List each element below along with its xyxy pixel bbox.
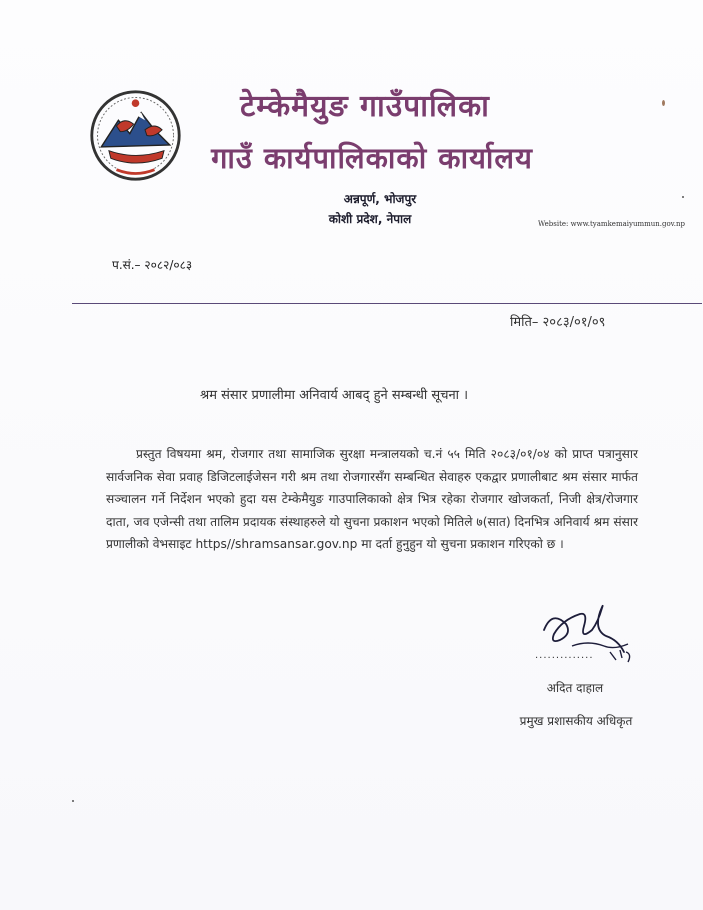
website-text: Website: www.tyamkemaiyummun.gov.np <box>538 220 686 228</box>
paper-speck <box>662 100 665 106</box>
signer-title: प्रमुख प्रशासकीय अधिकृत <box>519 714 633 728</box>
paper-speck <box>72 800 74 802</box>
paper-speck <box>682 196 684 198</box>
reference-number: प.सं.– २०८२/०८३ <box>112 258 193 272</box>
address-line-1: अन्नपूर्ण, भोजपुर <box>343 192 417 206</box>
signature-line: .............. <box>535 650 594 661</box>
notice-subject: श्रम संसार प्रणालीमा अनिवार्य आबद् हुने सम्बन्धी सूचना । <box>200 388 469 403</box>
signer-name: अदित दाहाल <box>546 681 604 695</box>
org-subtitle: गाउँ कार्यपालिकाको कार्यालय <box>211 141 533 175</box>
nepal-emblem-icon <box>88 88 183 183</box>
header-divider <box>72 303 702 304</box>
issue-date: मिति– २०८३/०१/०९ <box>510 315 606 330</box>
address-line-2: कोशी प्रदेश, नेपाल <box>328 212 412 226</box>
notice-body: प्रस्तुत विषयमा श्रम, रोजगार तथा सामाजिक सुरक्षा मन्त्रालयको च.नं ५५ मिति २०८३/०१/०४ को प्राप्त पत्रानुसार सार्वजनिक सेवा प्रवाह डिजिटलाईजेसन गरी श्रम तथा रोजगारसँग सम्बन्धित सेवाहरु एकद्वार प्रणालीबाट श्रम संसार मार्फत सञ्चालन गर्ने निर्देशन भएको हुदा यस टेम्केमैयुङ गाउपालिकाको क्षेत्र भित्र रहेका रोजगार खोजकर्ता, निजी क्षेत्र/रोजगार दाता, जव एजेन्सी तथा तालिम प्रदायक संस्थाहरुले यो सुचना प्रकाशन भएको मितिले ७(सात) दिनभित्र अनिवार्य श्रम संसार प्रणालीको वेभसाइट https//shramsansar.gov.np मा दर्ता हुनुहुन यो सुचना प्रकाशन गरिएको छ । <box>106 447 638 551</box>
org-title: टेम्केमैयुङ गाउँपालिका <box>240 89 490 124</box>
